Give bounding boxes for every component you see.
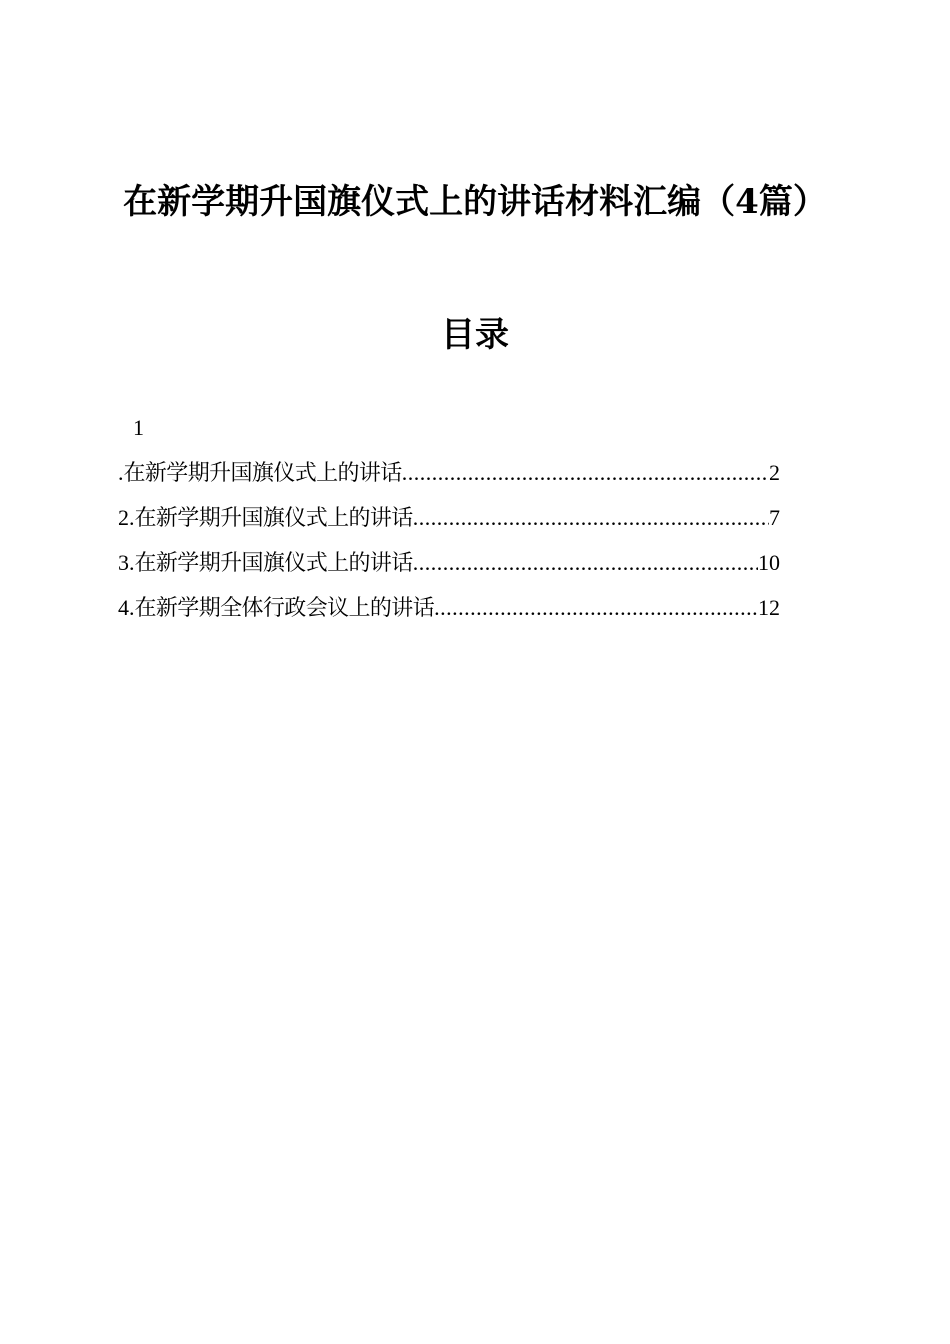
toc-item-3[interactable] bbox=[118, 540, 780, 585]
toc-leader-dots bbox=[434, 585, 758, 630]
toc-item-page: 10 bbox=[758, 550, 780, 575]
toc-heading: 目录 bbox=[441, 315, 509, 355]
toc-item-number: 2. bbox=[118, 505, 135, 530]
toc-item-text: 在新学期全体行政会议上的讲话 bbox=[134, 596, 435, 621]
toc-item-text: 在新学期升国旗仪式上的讲话 bbox=[134, 551, 413, 576]
toc-item-text: 在新学期升国旗仪式上的讲话 bbox=[134, 506, 413, 531]
toc-item-page: 7 bbox=[769, 505, 780, 530]
document-title: 在新学期升国旗仪式上的讲话材料汇编（4篇） bbox=[123, 182, 827, 222]
toc-leader-dots bbox=[413, 495, 769, 540]
toc-item-number: 3. bbox=[118, 550, 135, 575]
toc-item-1-wrapped-number: 1 bbox=[133, 415, 144, 440]
toc-item-number: . bbox=[118, 460, 124, 485]
toc-leader-dots bbox=[402, 450, 769, 495]
toc-item-text: 在新学期升国旗仪式上的讲话 bbox=[123, 461, 402, 486]
toc-item-page: 2 bbox=[769, 460, 780, 485]
toc-item-page: 12 bbox=[758, 595, 780, 620]
table-of-contents bbox=[118, 406, 780, 630]
toc-item-2[interactable] bbox=[118, 495, 780, 540]
toc-item-1[interactable] bbox=[118, 450, 780, 495]
toc-item-4[interactable] bbox=[118, 585, 780, 630]
toc-leader-dots bbox=[413, 540, 758, 585]
toc-item-number: 4. bbox=[118, 595, 135, 620]
